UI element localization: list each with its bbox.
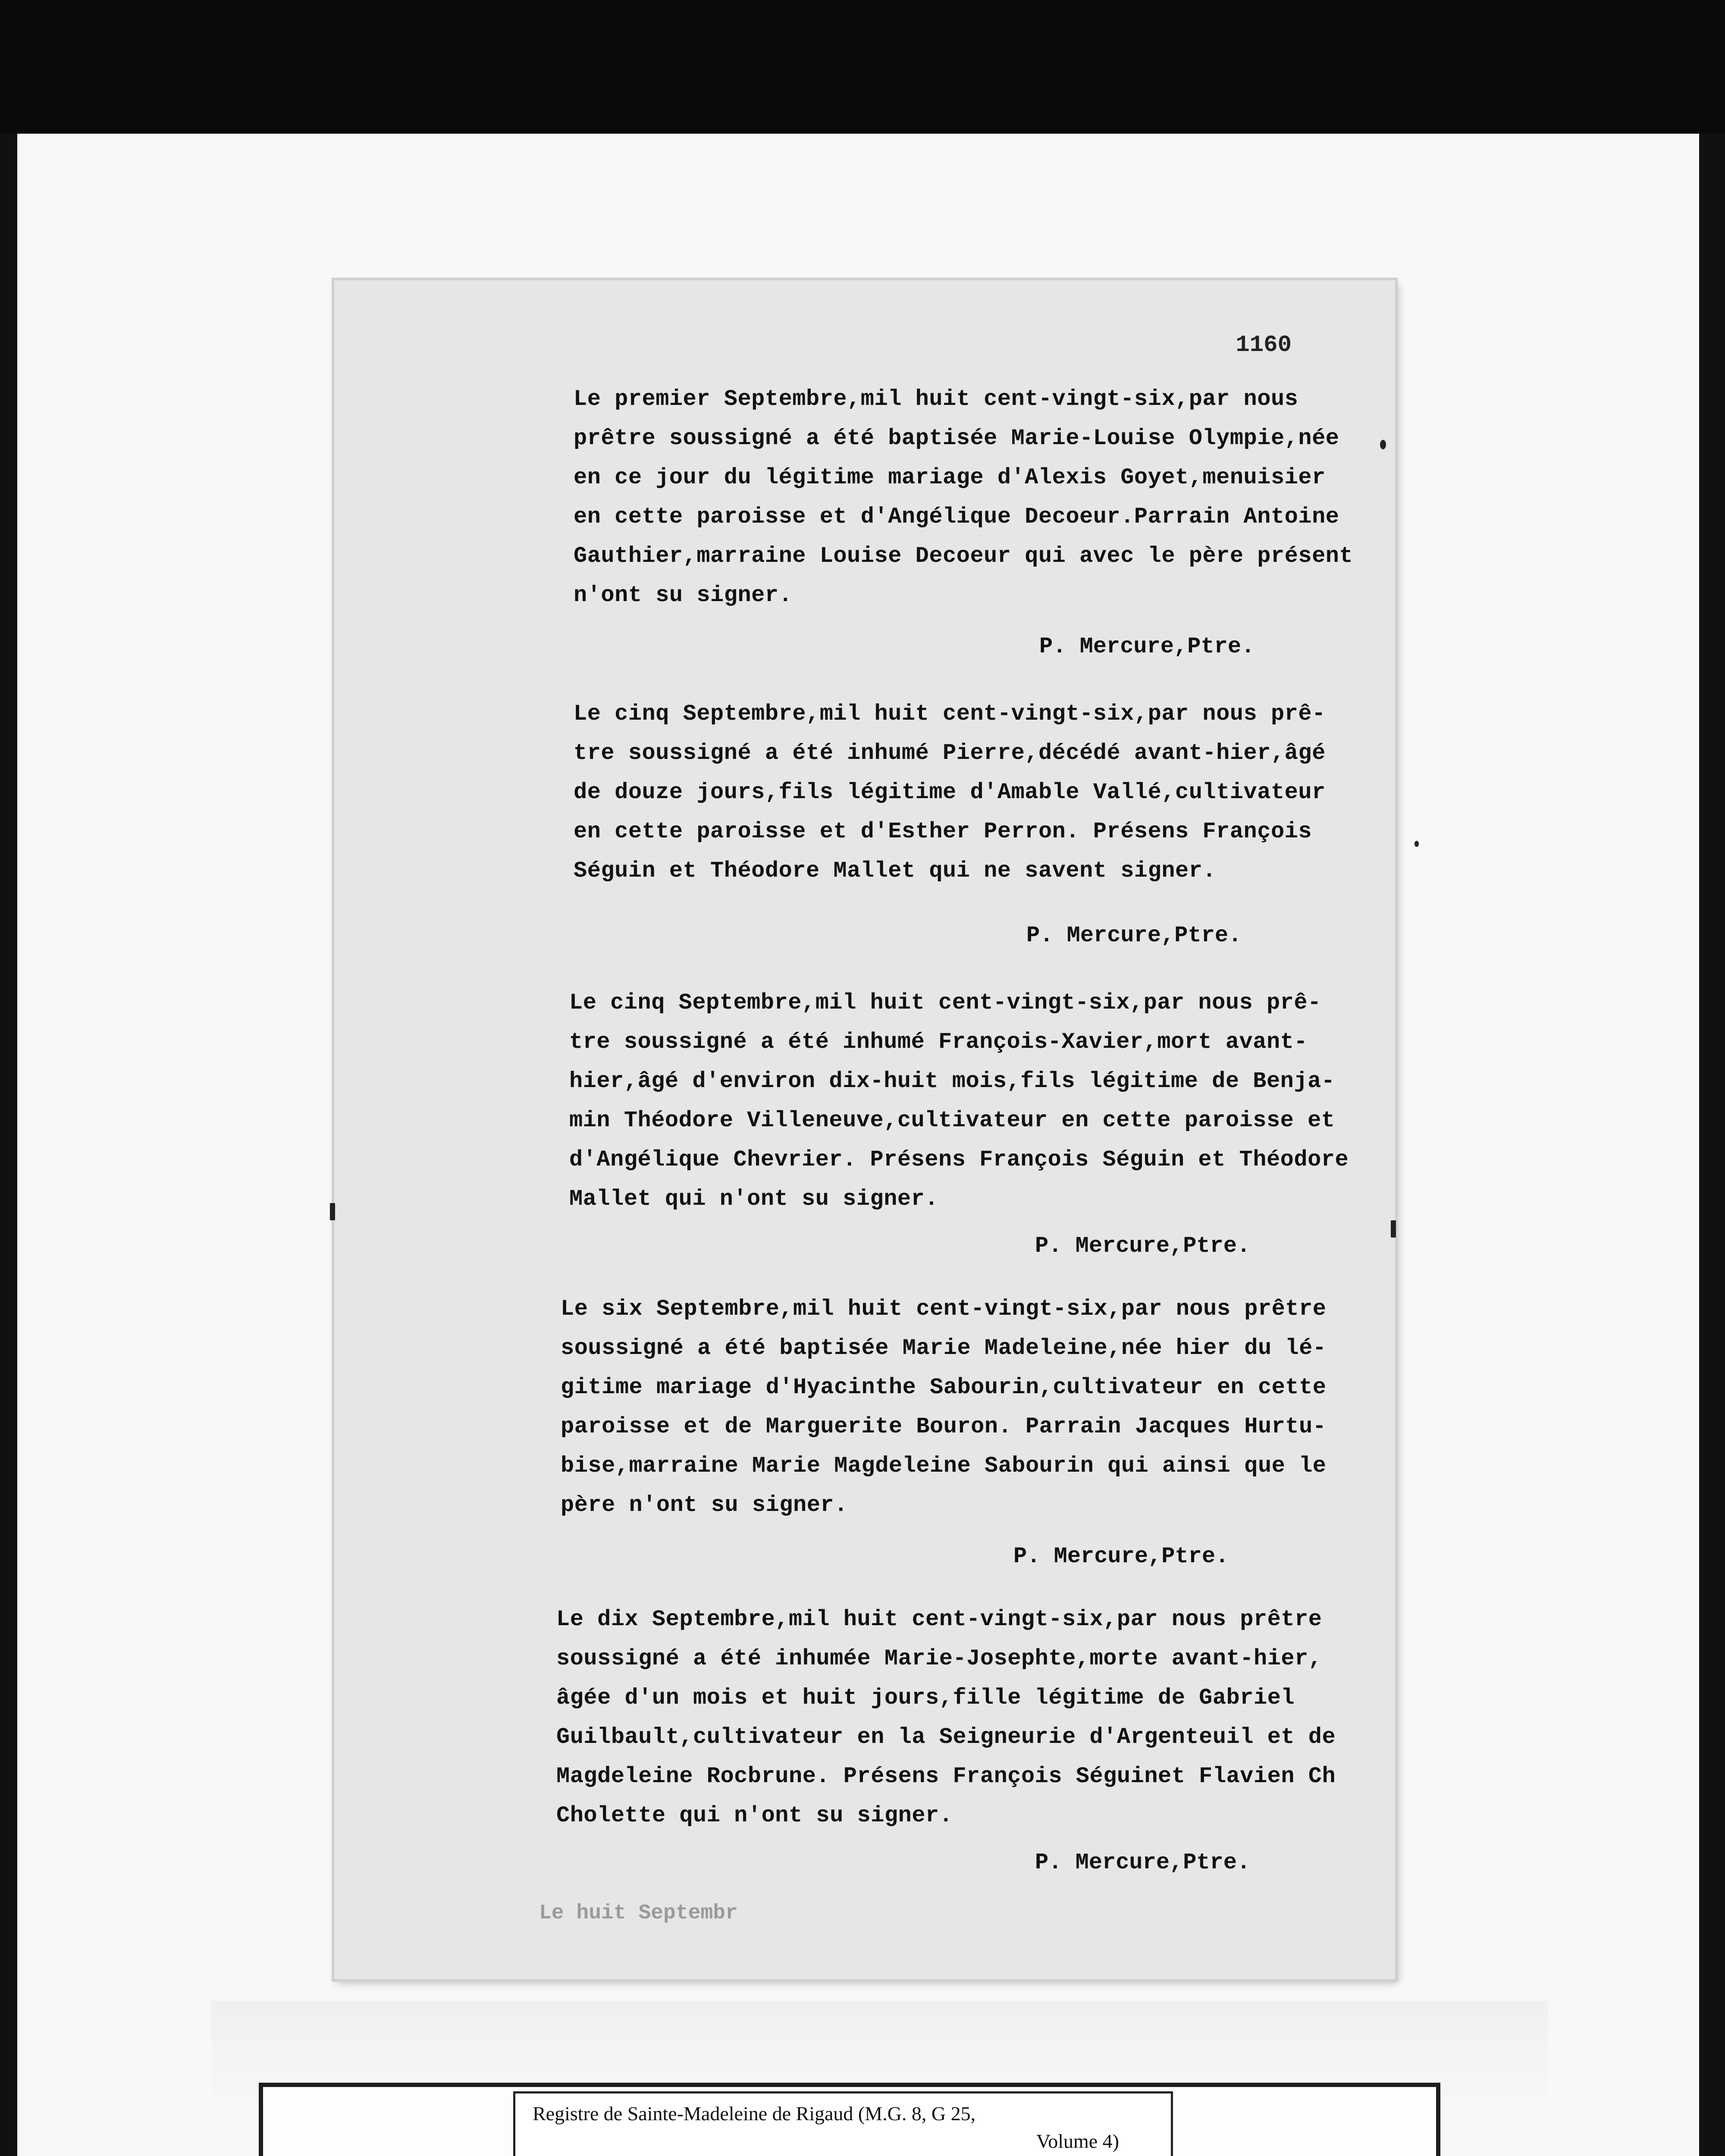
register-entry (569, 983, 1350, 1219)
film-border-top (0, 0, 1725, 134)
register-label-line1: Registre de Sainte-Madeleine de Rigaud (M.G. 8, G 25, (533, 2103, 976, 2125)
entry-line: Magdeleine Rocbrune. Présens François Séguinet Flavien Ch (556, 1764, 1336, 1789)
register-entry (561, 1289, 1341, 1525)
page-number: 1160 (1236, 332, 1292, 358)
register-label (513, 2091, 1173, 2156)
entry-signature: P. Mercure,Ptre. (1039, 634, 1255, 659)
entry-line: bise,marraine Marie Magdeleine Sabourin qui ainsi que le (561, 1453, 1327, 1479)
entry-line: en cette paroisse et d'Esther Perron. Présens François (574, 819, 1312, 844)
film-speck (330, 1203, 335, 1220)
entry-line: gitime mariage d'Hyacinthe Sabourin,cultivateur en cette (561, 1375, 1327, 1400)
entry-line: Le six Septembre,mil huit cent-vingt-six,par nous prêtre (561, 1296, 1327, 1322)
film-speck (1391, 1220, 1396, 1238)
entry-line: Séguin et Théodore Mallet qui ne savent signer. (574, 858, 1217, 884)
film-border-left (0, 134, 17, 2156)
entry-line: Le premier Septembre,mil huit cent-vingt-six,par nous (574, 386, 1298, 412)
register-entry (556, 1600, 1337, 1835)
entry-line: Gauthier,marraine Louise Decoeur qui avec le père présent (574, 543, 1353, 569)
entry-signature: P. Mercure,Ptre. (1035, 1850, 1251, 1875)
faded-next-entry: Le huit Septembr (539, 1902, 738, 1925)
register-entry (574, 379, 1354, 615)
entry-line: Le cinq Septembre,mil huit cent-vingt-six,par nous prê- (569, 990, 1321, 1015)
film-speck (1380, 440, 1386, 449)
entry-line: Le dix Septembre,mil huit cent-vingt-six,par nous prêtre (556, 1607, 1322, 1632)
register-label-line2: Volume 4) (1036, 2130, 1119, 2152)
film-border-right (1699, 134, 1725, 2156)
entry-line: Mallet qui n'ont su signer. (569, 1186, 939, 1212)
entry-signature: P. Mercure,Ptre. (1026, 923, 1242, 948)
entry-signature: P. Mercure,Ptre. (1035, 1233, 1251, 1259)
entry-signature: P. Mercure,Ptre. (1013, 1544, 1229, 1569)
register-entry (574, 694, 1354, 890)
entry-line: paroisse et de Marguerite Bouron. Parrain Jacques Hurtu- (561, 1414, 1327, 1439)
entry-line: tre soussigné a été inhumé Pierre,décédé avant-hier,âgé (574, 740, 1326, 766)
entry-line: en ce jour du légitime mariage d'Alexis Goyet,menuisier (574, 465, 1326, 490)
entry-line: père n'ont su signer. (561, 1492, 848, 1518)
entry-line: hier,âgé d'environ dix-huit mois,fils légitime de Benja- (569, 1069, 1335, 1094)
entry-line: soussigné a été inhumée Marie-Josephte,morte avant-hier, (556, 1646, 1322, 1671)
film-speck (1414, 841, 1419, 847)
entry-line: d'Angélique Chevrier. Présens François Séguin et Théodore (569, 1147, 1349, 1172)
entry-line: âgée d'un mois et huit jours,fille légitime de Gabriel (556, 1685, 1295, 1711)
entry-line: Cholette qui n'ont su signer. (556, 1803, 953, 1828)
entry-line: min Théodore Villeneuve,cultivateur en cette paroisse et (569, 1108, 1335, 1133)
entry-line: Le cinq Septembre,mil huit cent-vingt-six,par nous prê- (574, 701, 1326, 727)
entry-line: en cette paroisse et d'Angélique Decoeur.Parrain Antoine (574, 504, 1339, 530)
entry-line: prêtre soussigné a été baptisée Marie-Louise Olympie,née (574, 426, 1339, 451)
entry-line: n'ont su signer. (574, 583, 793, 608)
entry-line: soussigné a été baptisée Marie Madeleine,née hier du lé- (561, 1335, 1327, 1361)
entry-line: Guilbault,cultivateur en la Seigneurie d'Argenteuil et de (556, 1724, 1336, 1750)
entry-line: tre soussigné a été inhumé François-Xavier,mort avant- (569, 1029, 1308, 1055)
entry-line: de douze jours,fils légitime d'Amable Vallé,cultivateur (574, 780, 1326, 805)
